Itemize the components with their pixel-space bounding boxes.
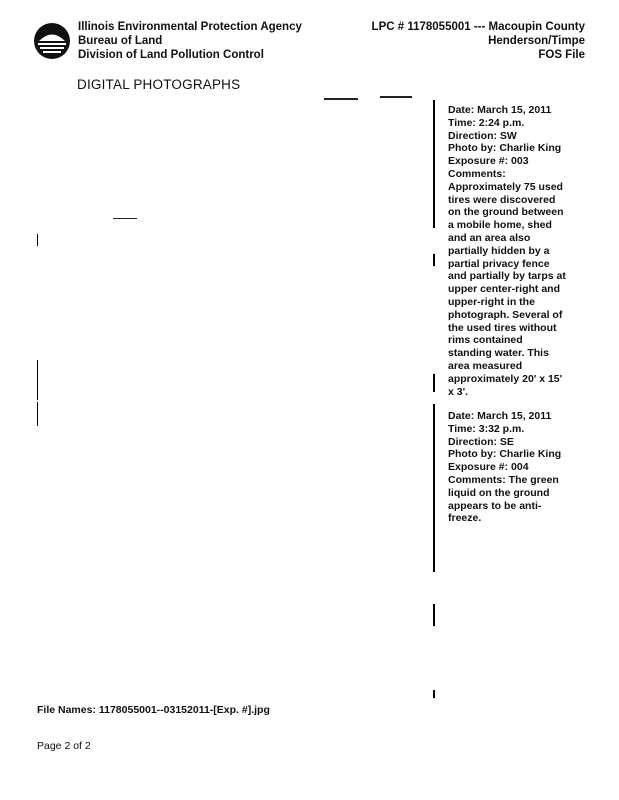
photo-date: Date: March 15, 2011	[448, 410, 552, 422]
comment-line: upper-right in the	[448, 295, 535, 308]
photo-artifact-line	[113, 218, 137, 219]
column-divider	[433, 604, 435, 626]
agency-name: Illinois Environmental Protection Agency	[78, 21, 302, 33]
photo-exposure: Exposure #: 004	[448, 461, 529, 474]
photo-artifact-line	[324, 98, 358, 100]
file-type: FOS File	[538, 49, 585, 61]
photo-direction: Direction: SW	[448, 129, 517, 142]
comment-line: approximately 20' x 15'	[448, 372, 563, 385]
photo-caption-exp-003	[448, 104, 578, 398]
column-divider	[433, 404, 435, 572]
photo-caption-exp-004	[448, 410, 578, 525]
bureau-name: Bureau of Land	[78, 35, 163, 47]
column-divider	[433, 100, 435, 228]
photo-by: Photo by: Charlie King	[448, 448, 562, 461]
photo-artifact-edge	[37, 360, 38, 400]
photo-artifact-edge	[37, 402, 38, 426]
file-names: File Names: 1178055001--03152011-[Exp. #].jpg	[37, 704, 270, 716]
lpc-number: LPC # 1178055001 --- Macoupin County	[371, 21, 585, 33]
comment-line: and partially by tarps at	[448, 270, 566, 283]
photo-time: Time: 2:24 p.m.	[448, 116, 525, 129]
column-divider	[433, 374, 435, 392]
comment-line: Comments: The green	[448, 473, 559, 486]
photo-date: Date: March 15, 2011	[448, 104, 552, 116]
comment-line: x 3'.	[448, 385, 469, 398]
comment-line: area measured	[448, 359, 523, 372]
comment-line: the used tires without	[448, 321, 557, 334]
comment-line: Approximately 75 used	[448, 180, 563, 193]
comment-line: liquid on the ground	[448, 486, 550, 499]
photo-time: Time: 3:32 p.m.	[448, 422, 525, 435]
comment-line: freeze.	[448, 512, 482, 525]
comment-line: standing water. This	[448, 347, 549, 360]
comment-line: photograph. Several of	[448, 308, 563, 321]
photo-direction: Direction: SE	[448, 435, 514, 448]
photo-comments-label: Comments:	[448, 167, 506, 180]
comment-line: on the ground between	[448, 206, 564, 219]
page-number: Page 2 of 2	[37, 740, 91, 752]
column-divider	[433, 690, 435, 698]
column-divider	[433, 254, 435, 266]
comment-line: and an area also	[448, 231, 531, 244]
comment-line: tires were discovered	[448, 193, 556, 206]
illinois-epa-logo-icon	[33, 22, 71, 60]
lpc-block	[372, 20, 585, 62]
photo-exposure: Exposure #: 003	[448, 155, 529, 168]
comment-line: upper center-right and	[448, 283, 561, 296]
comment-line: rims contained	[448, 334, 523, 347]
photo-artifact-line	[380, 96, 412, 98]
division-name: Division of Land Pollution Control	[78, 49, 264, 61]
comment-line: partially hidden by a	[448, 244, 550, 257]
comment-line: partial privacy fence	[448, 257, 550, 270]
comment-line: appears to be anti-	[448, 499, 542, 512]
comment-line: a mobile home, shed	[448, 219, 552, 232]
agency-block	[78, 20, 302, 62]
photo-artifact-edge	[37, 234, 38, 246]
photo-by: Photo by: Charlie King	[448, 142, 562, 155]
site-name: Henderson/Timpe	[488, 35, 585, 47]
page-title: DIGITAL PHOTOGRAPHS	[77, 77, 241, 92]
